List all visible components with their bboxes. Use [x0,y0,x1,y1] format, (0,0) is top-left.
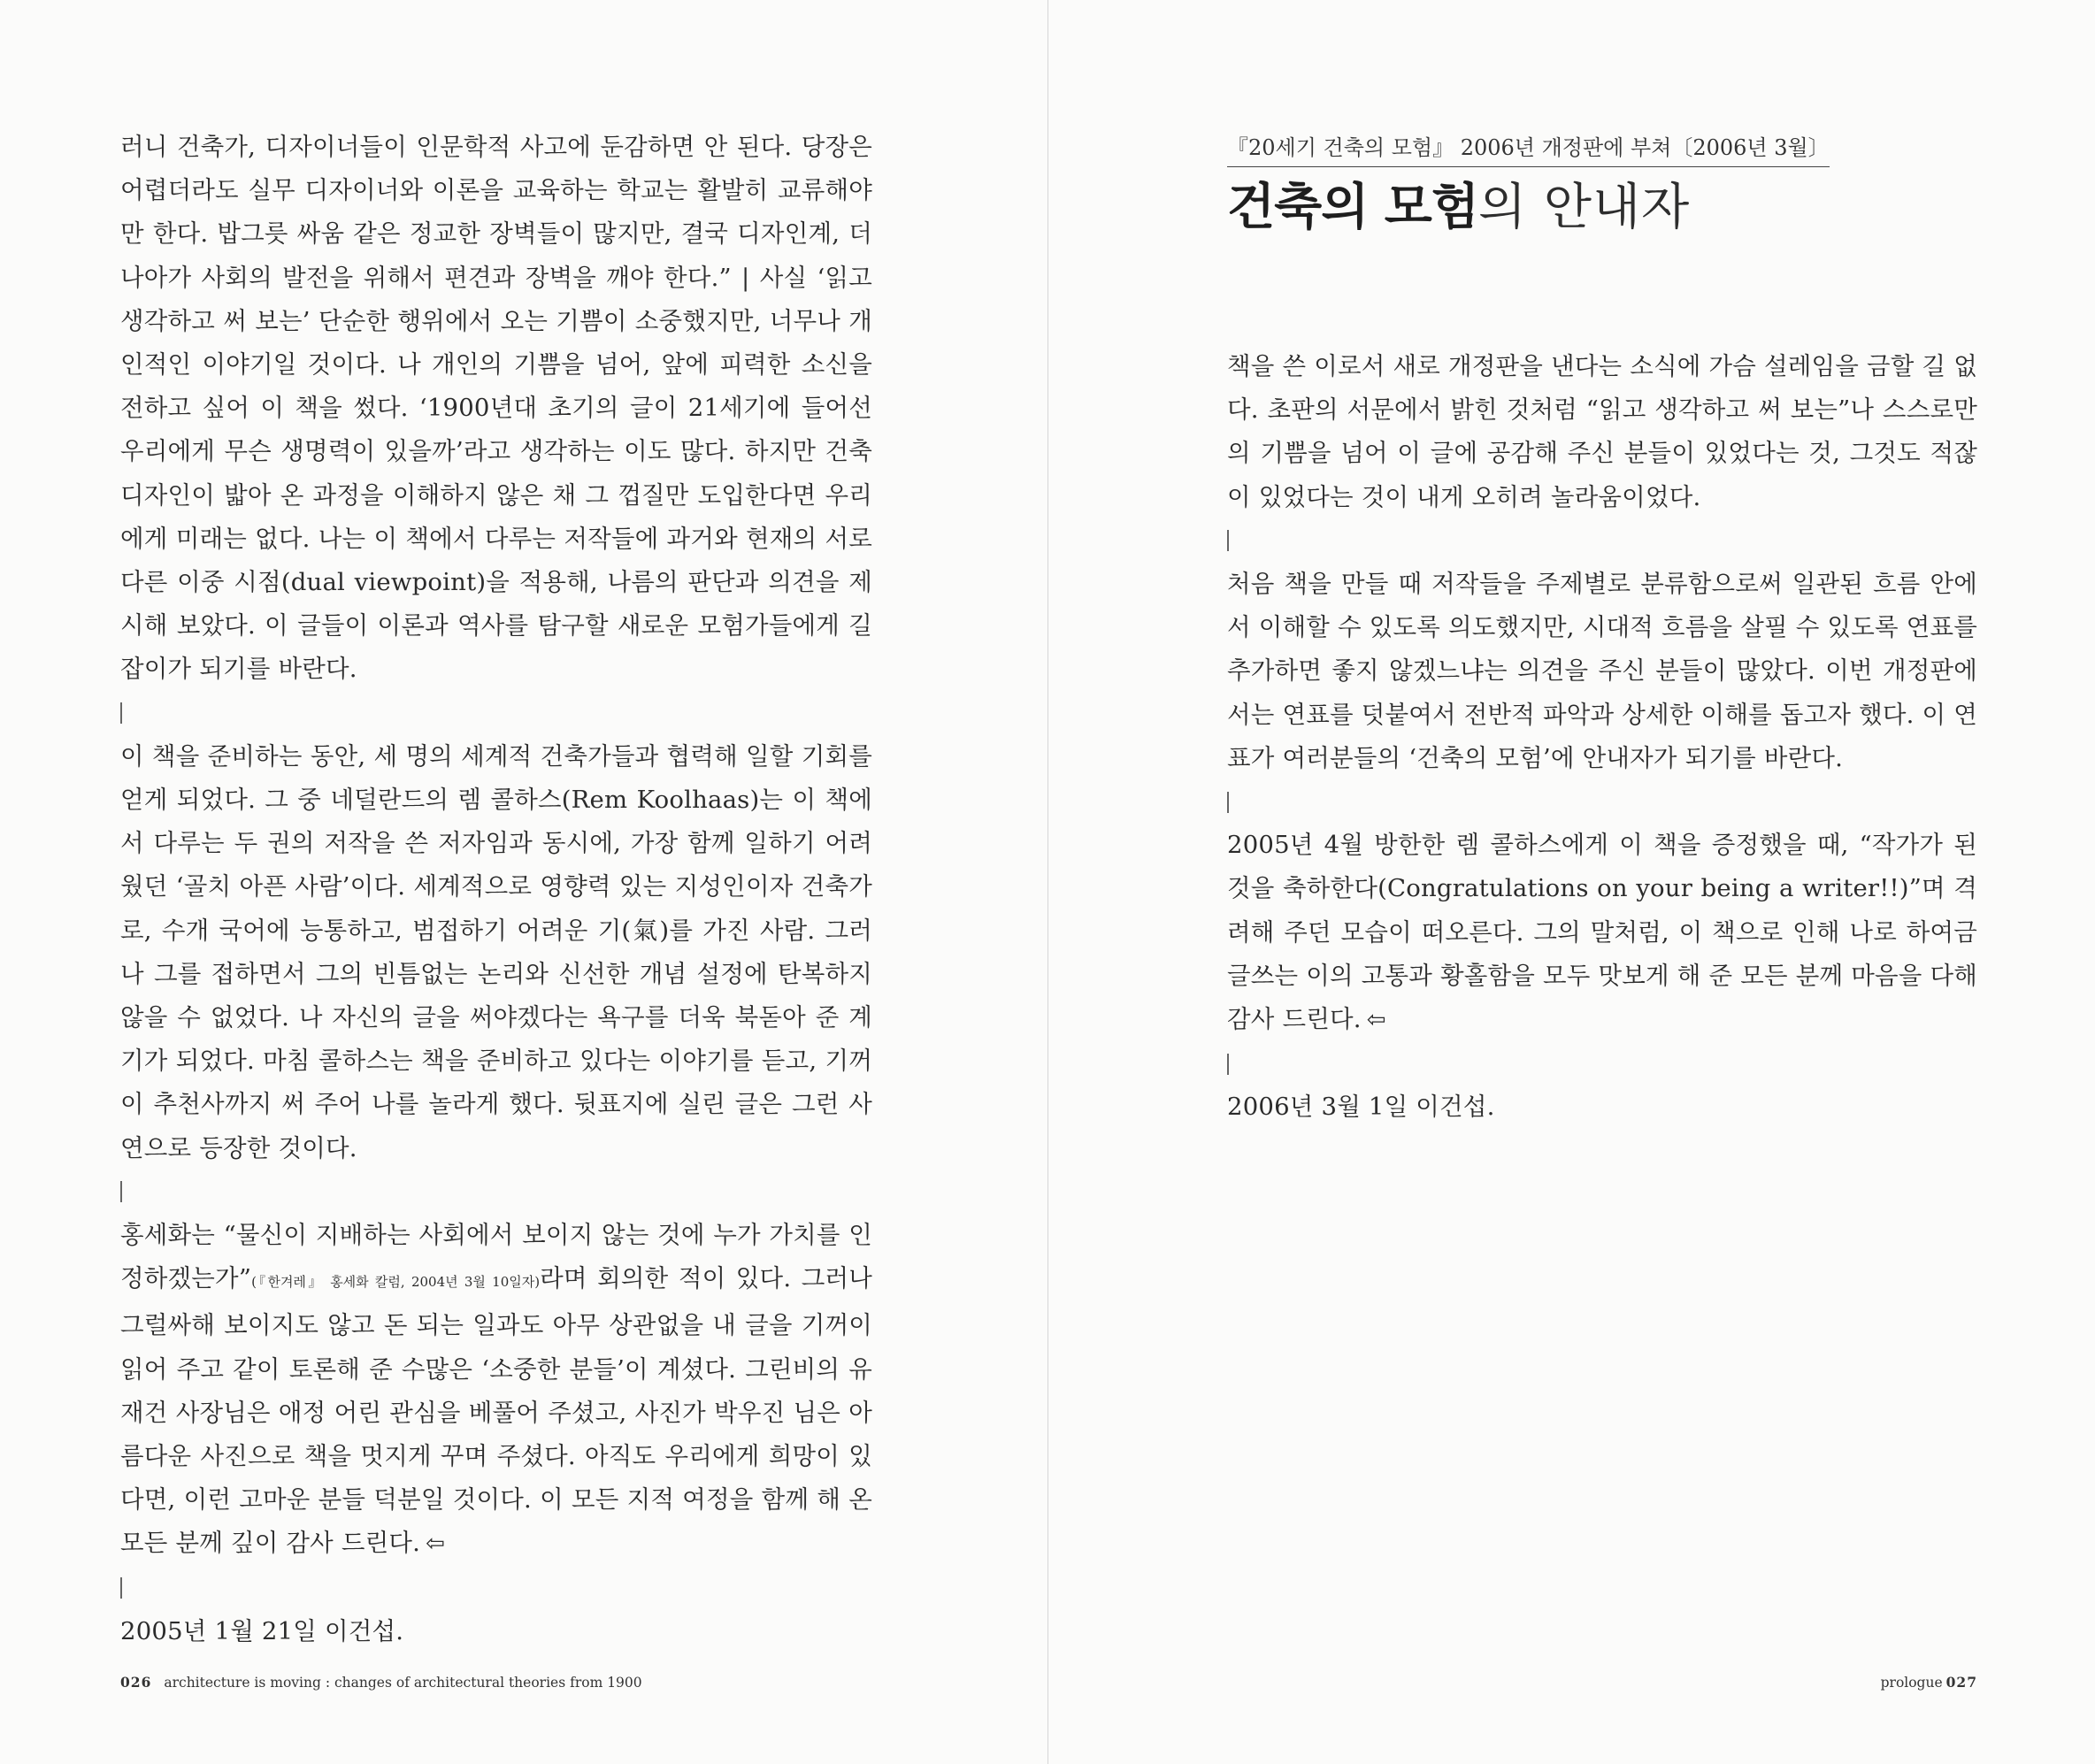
left-footer [120,1674,642,1691]
paragraph-separator [1227,1042,1977,1085]
paragraph-separator [120,1567,872,1610]
right-paragraph-1: 책을 쓴 이로서 새로 개정판을 낸다는 소식에 가슴 설레임을 금할 길 없다. 초판의 서문에서 밝힌 것처럼 “읽고 생각하고 써 보는”나 스스로만의 기쁨을 넘어 이 글에 공감해 주신 분들이 있었다는 것, 그것도 적잖이 있었다는 것이 내게 오히려 놀라움이었다. [1227,352,1977,511]
left-body-text [120,126,872,1653]
citation-note: (『한겨레』 홍세화 칼럼, 2004년 3월 10일자) [251,1274,541,1291]
right-footer [1881,1674,1977,1691]
right-page [1048,0,2095,1764]
running-head: prologue [1880,1675,1943,1691]
right-paragraph-3-text: 2005년 4월 방한한 렘 콜하스에게 이 책을 증정했을 때, “작가가 된 것을 축하한다(Congratulations on your being a writer!!)”며 격려해 주던 모습이 떠오른다. 그의 말처럼, 이 책으로 인해 나로 하여금 글쓰는 이의 고통과 황홀함을 모두 맛보게 해 준 모든 분께 마음을 다해 감사 드린다. [1227,831,1977,1034]
section-subtitle: 『20세기 건축의 모험』 2006년 개정판에 부쳐〔2006년 3월〕 [1227,133,1830,167]
left-paragraph-3 [120,1214,872,1567]
end-mark-icon: ⇦ [1366,1007,1386,1034]
right-body-text [1227,345,1977,1130]
paragraph-separator [120,692,872,735]
left-paragraph-3-part-a: 홍세화는 “물신이 지배하는 사회에서 보이지 않는 것에 누가 가치를 인정하겠는가” [120,1221,872,1293]
paragraph-separator [1227,780,1977,824]
end-mark-icon: ⇦ [426,1530,446,1558]
paragraph-separator [120,1170,872,1214]
page-number: 026 [120,1674,152,1691]
title-bold-part: 건축의 모험 [1227,179,1478,236]
right-signature: 2006년 3월 1일 이건섭. [1227,1093,1495,1122]
title-light-part: 의 안내자 [1477,179,1691,236]
left-paragraph-1: 러니 건축가, 디자이너들이 인문학적 사고에 둔감하면 안 된다. 당장은 어렵더라도 실무 디자이너와 이론을 교육하는 학교는 활발히 교류해야만 한다. 밥그릇 싸움 같은 정교한 장벽들이 많지만, 결국 디자인계, 더 나아가 사회의 발전을 위해서 편견과 장벽을 깨야 한다.” | 사실 ‘읽고 생각하고 써 보는’ 단순한 행위에서 오는 기쁨이 소중했지만, 너무나 개인적인 이야기일 것이다. 나 개인의 기쁨을 넘어, 앞에 피력한 소신을 전하고 싶어 이 책을 썼다. ‘1900년대 초기의 글이 21세기에 들어선 우리에게 무슨 생명력이 있을까’라고 생각하는 이도 많다. 하지만 건축 디자인이 밟아 온 과정을 이해하지 않은 채 그 껍질만 도입한다면 우리에게 미래는 없다. 나는 이 책에서 다루는 저작들에 과거와 현재의 서로 다른 이중 시점(dual viewpoint)을 적용해, 나름의 판단과 의견을 제시해 보았다. 이 글들이 이론과 역사를 탐구할 새로운 모험가들에게 길잡이가 되기를 바란다. [120,133,872,684]
paragraph-separator [1227,519,1977,563]
right-paragraph-3 [1227,824,1977,1042]
right-paragraph-2: 처음 책을 만들 때 저작들을 주제별로 분류함으로써 일관된 흐름 안에서 이해할 수 있도록 의도했지만, 시대적 흐름을 살필 수 있도록 연표를 추가하면 좋지 않겠느냐는 의견을 주신 분들이 많았다. 이번 개정판에서는 연표를 덧붙여서 전반적 파악과 상세한 이해를 돕고자 했다. 이 연표가 여러분들의 ‘건축의 모험’에 안내자가 되기를 바란다. [1227,570,1977,772]
left-paragraph-2: 이 책을 준비하는 동안, 세 명의 세계적 건축가들과 협력해 일할 기회를 얻게 되었다. 그 중 네덜란드의 렘 콜하스(Rem Koolhaas)는 이 책에서 다루는 두 권의 저작을 쓴 저자임과 동시에, 가장 함께 일하기 어려웠던 ‘골치 아픈 사람’이다. 세계적으로 영향력 있는 지성인이자 건축가로, 수개 국어에 능통하고, 범접하기 어려운 기(氣)를 가진 사람. 그러나 그를 접하면서 그의 빈틈없는 논리와 신선한 개념 설정에 탄복하지 않을 수 없었다. 나 자신의 글을 써야겠다는 욕구를 더욱 북돋아 준 계기가 되었다. 마침 콜하스는 책을 준비하고 있다는 이야기를 듣고, 기꺼이 추천사까지 써 주어 나를 놀라게 했다. 뒷표지에 실린 글은 그런 사연으로 등장한 것이다. [120,741,872,1162]
left-signature: 2005년 1월 21일 이건섭. [120,1616,404,1645]
page-number: 027 [1945,1674,1977,1691]
section-title [1227,177,1690,239]
running-head: architecture is moving : changes of architectural theories from 1900 [164,1675,642,1691]
left-paragraph-3-part-b: 라며 회의한 적이 있다. 그러나 그럴싸해 보이지도 않고 돈 되는 일과도 아무 상관없을 내 글을 기꺼이 읽어 주고 같이 토론해 준 수많은 ‘소중한 분들’이 계셨다. 그린비의 유재건 사장님은 애정 어린 관심을 베풀어 주셨고, 사진가 박우진 님은 아름다운 사진으로 책을 멋지게 꾸며 주셨다. 아직도 우리에게 희망이 있다면, 이런 고마운 분들 덕분일 것이다. 이 모든 지적 여정을 함께 해 온 모든 분께 깊이 감사 드린다. [120,1264,873,1558]
